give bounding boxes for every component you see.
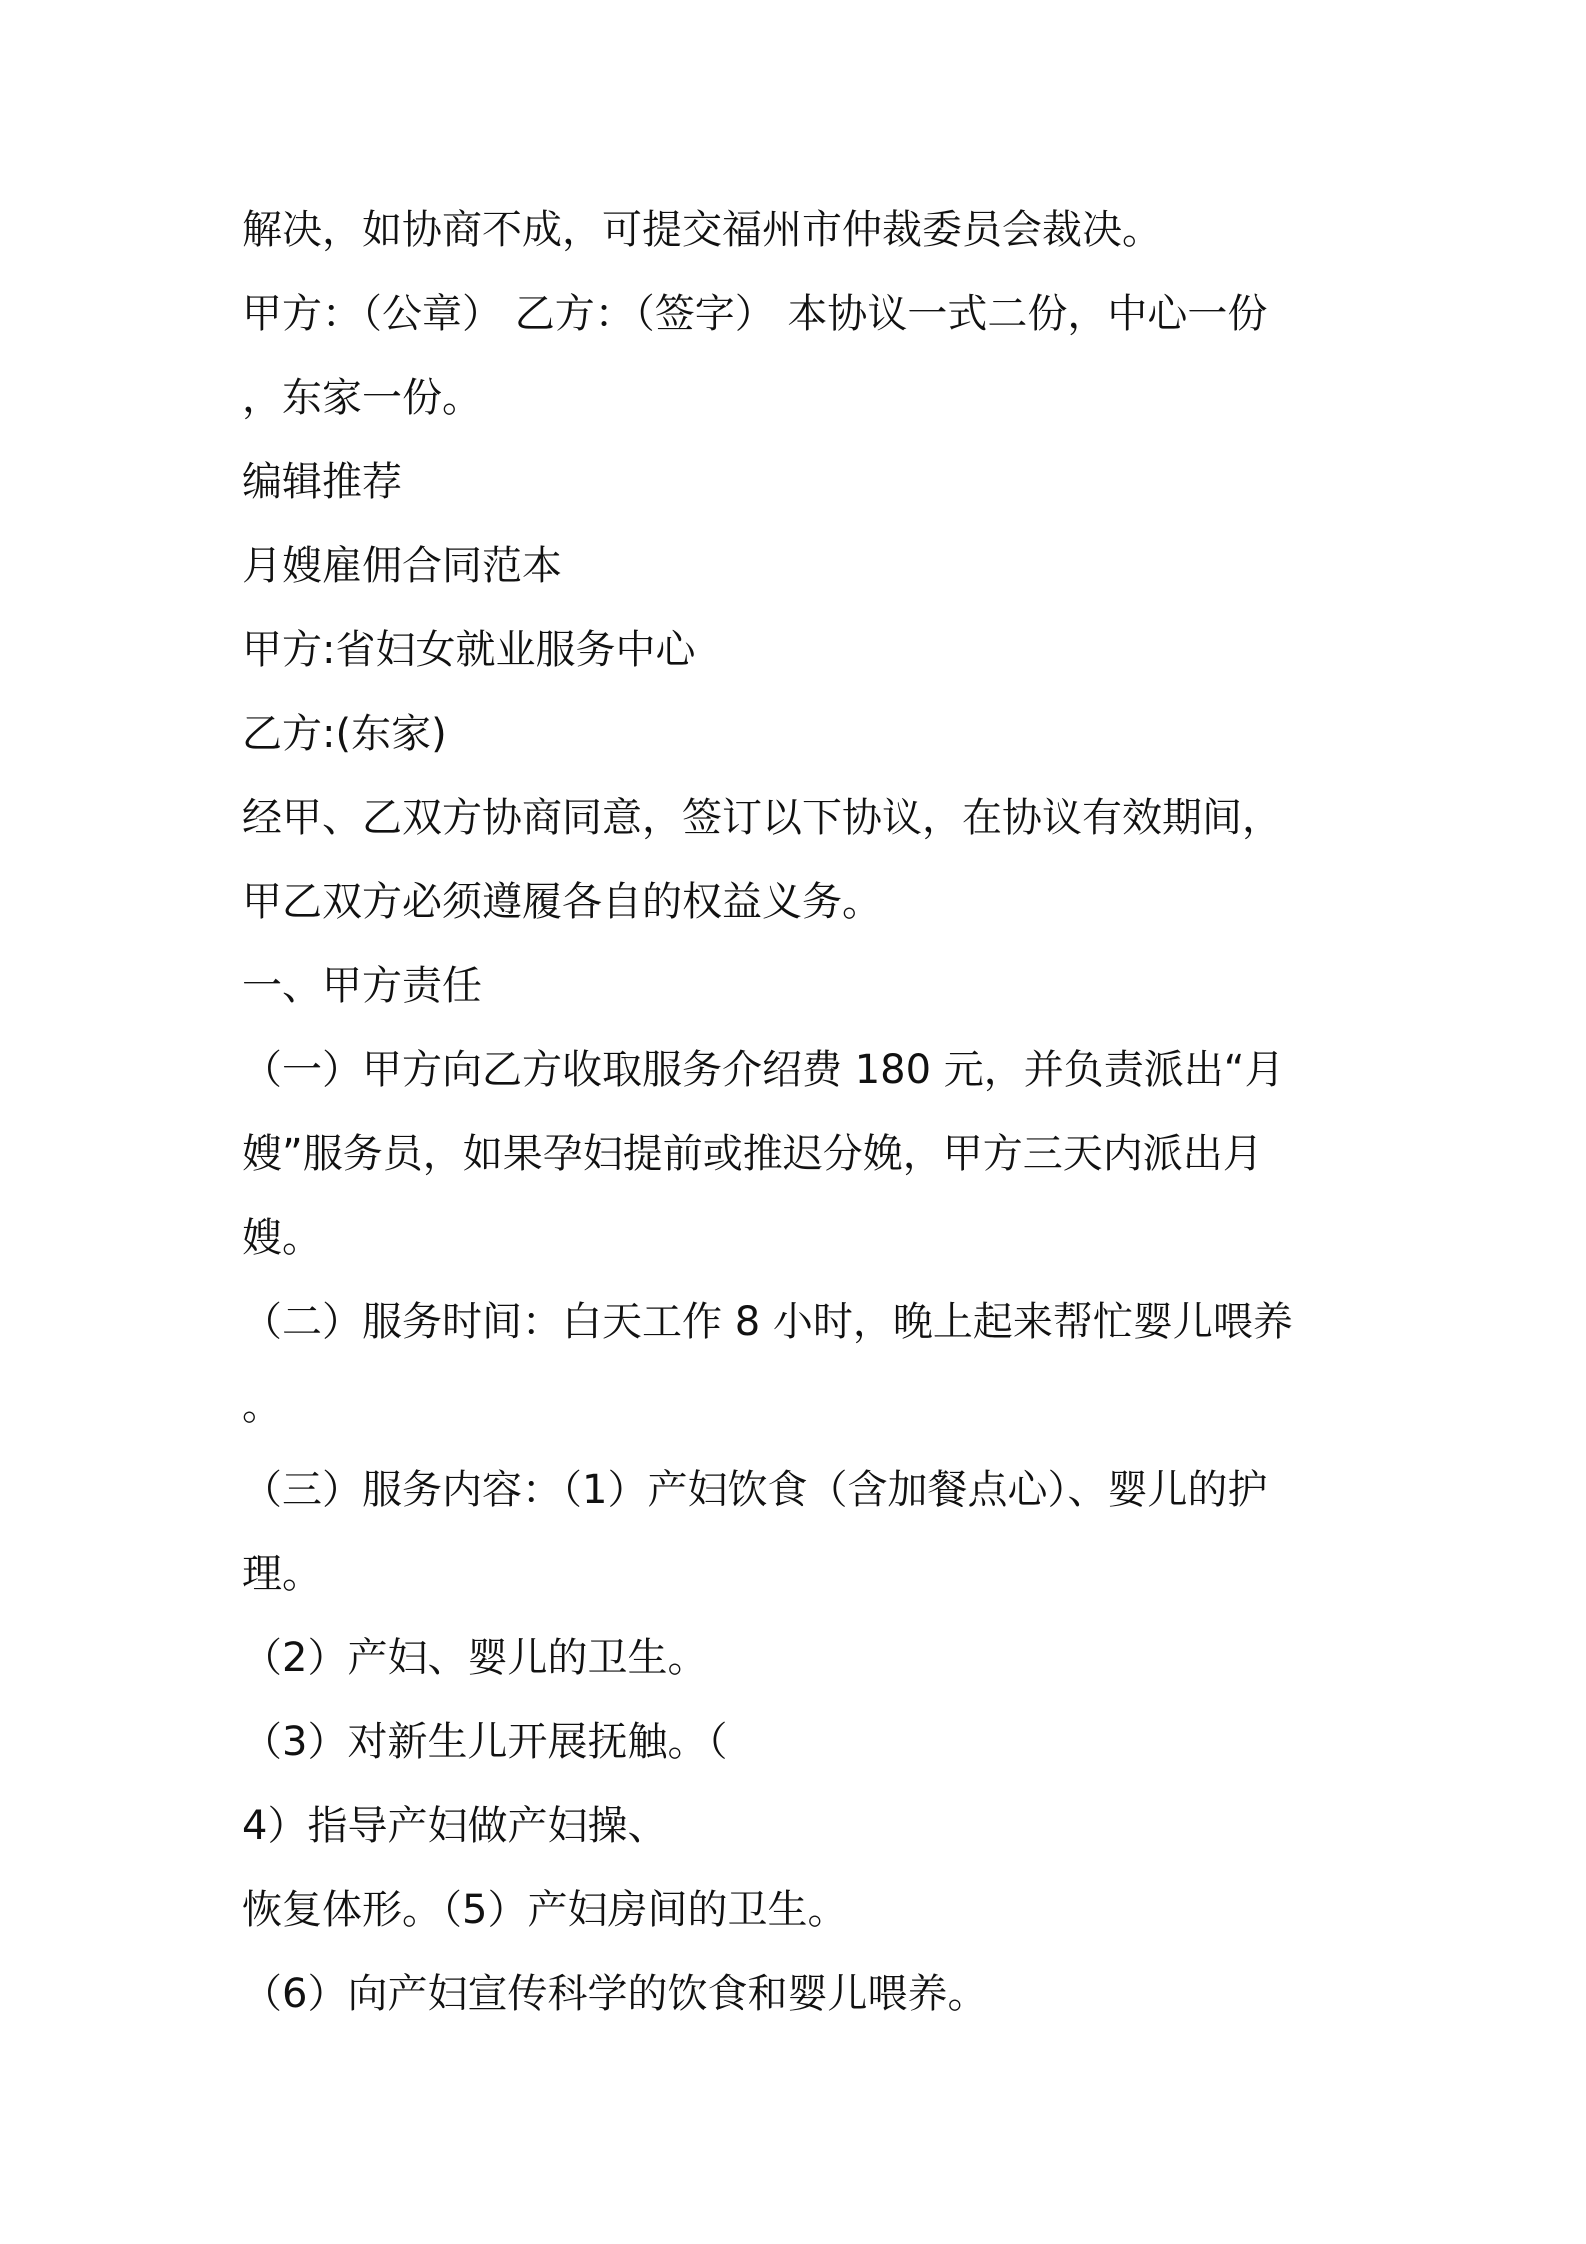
text-line-16: （三）服务内容：（1）产妇饮食（含加餐点心）、婴儿的护 [242, 1467, 1268, 1513]
text-line-21: 恢复体形。（5）产妇房间的卫生。 [242, 1887, 848, 1933]
text-line-9: 甲乙双方必须遵履各自的权益义务。 [242, 879, 882, 925]
text-line-17: 理。 [242, 1551, 322, 1597]
contract-title: 月嫂雇佣合同范本 [242, 543, 562, 589]
text-line-11: （一）甲方向乙方收取服务介绍费 180 元，并负责派出“月 [242, 1047, 1285, 1093]
section-heading: 编辑推荐 [242, 459, 402, 505]
text-line-1: 解决，如协商不成，可提交福州市仲裁委员会裁决。 [242, 207, 1162, 253]
text-line-12: 嫂”服务员，如果孕妇提前或推迟分娩，甲方三天内派出月 [242, 1131, 1263, 1177]
text-line-19: （3）对新生儿开展抚触。（ [242, 1719, 728, 1765]
text-line-20: 4）指导产妇做产妇操、 [242, 1803, 668, 1849]
text-line-14: （二）服务时间：白天工作 8 小时，晚上起来帮忙婴儿喂养 [242, 1299, 1293, 1345]
text-line-13: 嫂。 [242, 1215, 322, 1261]
text-line-3: ，东家一份。 [242, 375, 482, 421]
text-line-8: 经甲、乙双方协商同意，签订以下协议，在协议有效期间， [242, 795, 1282, 841]
text-line-15: 。 [242, 1383, 282, 1429]
text-line-18: （2）产妇、婴儿的卫生。 [242, 1635, 708, 1681]
party-a-line: 甲方:省妇女就业服务中心 [242, 627, 696, 673]
text-line-22: （6）向产妇宣传科学的饮食和婴儿喂养。 [242, 1971, 988, 2017]
clause-heading: 一、甲方责任 [242, 963, 482, 1009]
text-line-2: 甲方：（公章） 乙方：（签字） 本协议一式二份，中心一份 [242, 291, 1268, 337]
party-b-line: 乙方:(东家) [242, 711, 447, 757]
